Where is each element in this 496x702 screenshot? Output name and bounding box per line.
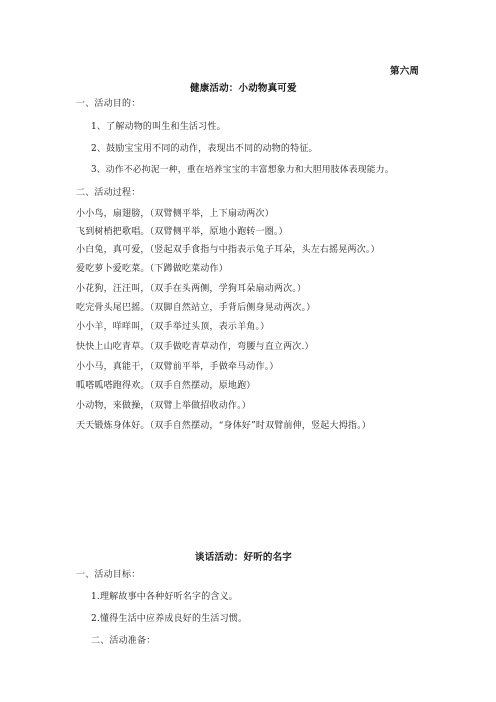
health-goal-3: 3、动作不必拘泥一种，重在培养宝宝的丰富想象力和大胆用肢体表现能力。 — [91, 165, 394, 175]
week-label: 第六周 — [390, 66, 420, 77]
process-line-4: 爱吃萝卜爱吃菜。（下蹲做吃菜动作） — [76, 264, 228, 274]
health-goal-2 — [91, 143, 318, 155]
talk-prep-heading: 二、活动准备： — [91, 636, 156, 646]
health-goals-heading: 一、活动目的： — [76, 99, 141, 109]
process-line-8: 快快上山吃青草。（双手做吃青草动作，弯腰与直立两次.） — [76, 342, 314, 352]
process-line-1: 小小鸟，扇翅膀，（双臂侧平举，上下扇动两次） — [76, 209, 274, 219]
process-line-9: 小小马，真能干，（双臂前平举，手做牵马动作。） — [76, 362, 279, 372]
talk-goals-heading: 一、活动目标： — [76, 570, 141, 580]
section-title-health: 健康活动：小动物真可爱 — [190, 83, 297, 94]
health-goal-2-text: 2、鼓励宝宝用不同的动作，表现出不同的动物的特征。 — [91, 144, 318, 154]
section-title-talk: 谈话活动：好听的名字 — [195, 552, 293, 563]
talk-goal-2: 2.懂得生活中应养成良好的生活习惯。 — [91, 614, 248, 624]
process-line-2: 飞到树梢把歌唱。（双臂侧平举，原地小跑转一圈。） — [76, 227, 288, 237]
process-line-10: 呱嗒呱嗒跑得欢。（双手自然摆动，原地跑） — [76, 381, 256, 391]
process-line-7: 小小羊，咩咩叫，（双手举过头顶，表示羊角。） — [76, 322, 270, 332]
process-line-6: 吃完骨头尾巴摇。（双脚自然站立，手背后侧身晃动两次。） — [76, 303, 316, 313]
process-line-11: 小动物，来做操，（双臂上举做招收动作。） — [76, 401, 252, 411]
health-goal-1: 1、了解动物的叫生和生活习性。 — [91, 122, 226, 132]
process-line-12: 天天锻炼身体好。（双手自然摆动，“身体好”时双臂前伸，竖起大拇指。） — [76, 421, 372, 431]
process-line-5: 小花狗，汪汪叫，（双手在头两侧，学狗耳朵扇动两次。） — [76, 284, 307, 294]
health-process-heading: 二、活动过程： — [76, 188, 141, 198]
process-line-3: 小白兔，真可爱，（竖起双手食指与中指表示兔子耳朵，头左右摇晃两次。） — [76, 245, 380, 255]
talk-goal-1: 1.理解故事中各种好听名字的含义。 — [91, 592, 238, 602]
